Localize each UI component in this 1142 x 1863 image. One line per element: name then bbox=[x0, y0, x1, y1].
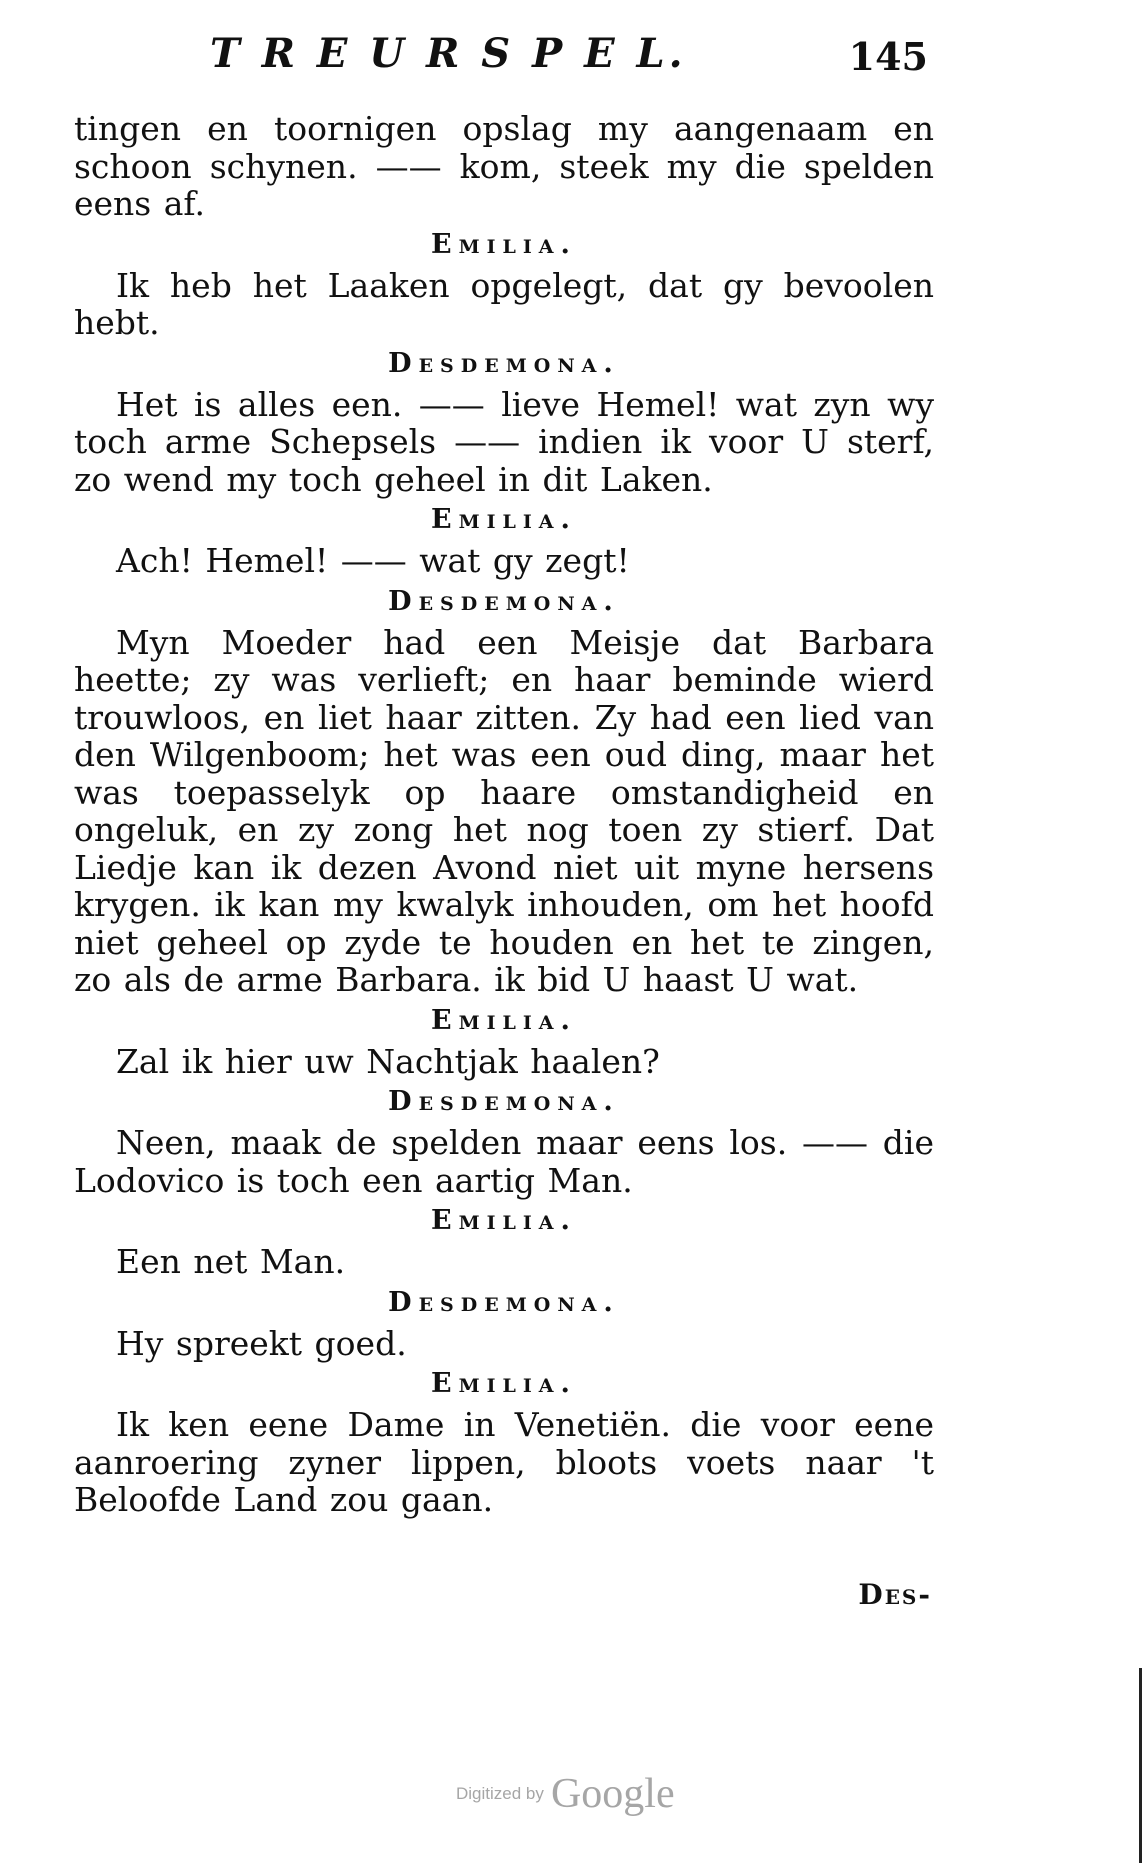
catchword: Des- bbox=[858, 1578, 932, 1611]
speaker-name: Desdemona. bbox=[388, 1086, 620, 1117]
speech-paragraph: Ik heb het Laaken opgelegt, dat gy bevoolen hebt. bbox=[74, 265, 934, 342]
speech-paragraph: Ik ken eene Dame in Venetiën. die voor eene aanroering zyner lippen, bloots voets naar 't Beloofde Land zou gaan. bbox=[74, 1405, 934, 1519]
speaker-name: Emilia. bbox=[431, 1368, 577, 1399]
speech-paragraph: Ach! Hemel! —— wat gy zegt! bbox=[116, 541, 630, 580]
speech-paragraph: Een net Man. bbox=[116, 1242, 346, 1281]
speaker-name: Desdemona. bbox=[388, 585, 620, 617]
watermark-prefix: Digitized by bbox=[456, 1784, 544, 1803]
page-number: 145 bbox=[848, 34, 928, 79]
speaker-name: Desdemona. bbox=[388, 1286, 620, 1318]
speech-paragraph: Het is alles een. —— lieve Hemel! wat zyn wy toch arme Schepsels —— indien ik voor U sterf, zo wend my toch geheel in dit Laken. bbox=[74, 384, 934, 499]
digitized-by-google-watermark bbox=[456, 1770, 675, 1818]
speech-paragraph: Zal ik hier uw Nachtjak haalen? bbox=[116, 1041, 660, 1081]
watermark-brand: Google bbox=[550, 1771, 675, 1817]
speech-paragraph: Myn Moeder had een Meisje dat Barbara heette; zy was verlieft; en haar beminde wierd trouwloos, en liet haar zitten. Zy had een lied van den Wilgenboom; het was een oud ding, maar het was toepasselyk op haare omstandigheid en ongeluk, en zy zong het nog toen zy stierf. Dat Liedje kan ik dezen Avond niet uit myne hersens krygen. ik kan my kwalyk inhouden, om het hoofd niet geheel op zyde te houden en het te zingen, zo als de arme Barbara. ik bid U haast U wat. bbox=[74, 622, 934, 999]
speaker-name: Emilia. bbox=[431, 504, 577, 535]
running-title: T R E U R S P E L. bbox=[210, 30, 687, 77]
speech-paragraph: Hy spreekt goed. bbox=[116, 1323, 407, 1363]
play-text bbox=[74, 110, 934, 1519]
speaker-name: Desdemona. bbox=[388, 347, 620, 379]
page-header bbox=[200, 22, 940, 82]
speaker-name: Emilia. bbox=[431, 1205, 577, 1236]
speaker-name: Emilia. bbox=[431, 228, 577, 260]
speaker-name: Emilia. bbox=[431, 1004, 577, 1036]
speech-paragraph: Neen, maak de spelden maar eens los. —— die Lodovico is toch een aartig Man. bbox=[74, 1123, 934, 1200]
speech-paragraph: tingen en toornigen opslag my aangenaam en schoon schynen. —— kom, steek my die spelden eens af. bbox=[74, 109, 934, 223]
